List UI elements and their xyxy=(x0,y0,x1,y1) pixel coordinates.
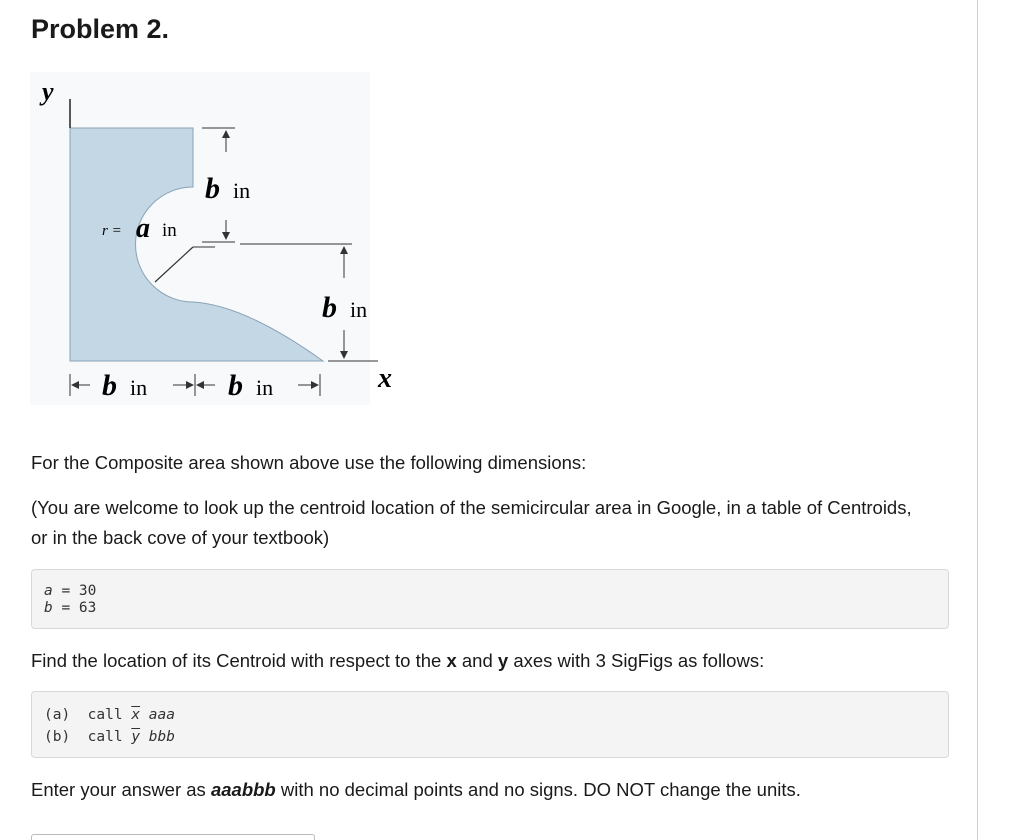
enter-instructions xyxy=(31,775,931,805)
enter-format: aaabbb xyxy=(210,779,276,800)
radius-var: a xyxy=(136,213,150,244)
dim-b-unit-2: in xyxy=(350,297,368,322)
call-a-var: $\overline{x}$ xyxy=(131,707,141,723)
x-axis-label: x xyxy=(378,363,392,394)
answer-input[interactable] xyxy=(31,834,315,840)
dim-b-var-3: b xyxy=(102,369,117,402)
dimension-b xyxy=(44,599,96,617)
find-y-axis: y xyxy=(497,650,509,671)
call-a-label: (a) call xyxy=(44,707,132,723)
dim-b-unit-4: in xyxy=(256,375,274,400)
call-b-label: (b) call xyxy=(44,729,132,745)
call-a-name: aaa xyxy=(148,707,175,723)
dimension-b-value: = 63 xyxy=(52,600,97,616)
radius-unit: in xyxy=(162,220,177,241)
note-text: (You are welcome to look up the centroid location of the semicircular area in Google, in a table of Centroids, or in the back cove of your textbook) xyxy=(31,497,912,548)
dim-b-var-1: b xyxy=(205,172,220,205)
intro-text: For the Composite area shown above use the following dimensions: xyxy=(31,452,587,473)
dim-b-var-4: b xyxy=(228,369,243,402)
y-axis-label: y xyxy=(42,77,54,106)
radius-prefix: r = xyxy=(102,223,122,239)
call-b xyxy=(44,728,175,746)
find-x-axis: x xyxy=(446,650,457,671)
call-b-var: $\overline{y}$ xyxy=(131,729,141,745)
composite-area-figure xyxy=(30,72,430,407)
find-text-body: Find the location of its Centroid with respect to the x and y axes with 3 SigFigs as follows: xyxy=(31,650,765,671)
dimension-a-name: a xyxy=(44,583,53,599)
dimension-a-value: = 30 xyxy=(52,583,97,599)
dim-b-unit-3: in xyxy=(130,375,148,400)
dim-b-unit-1: in xyxy=(233,178,251,203)
dimensions-box xyxy=(31,569,949,629)
calls-box xyxy=(31,691,949,758)
dim-b-var-2: b xyxy=(322,291,337,324)
dimension-b-name: b xyxy=(44,600,53,616)
enter-post: with no decimal points and no signs. DO NOT change the units. xyxy=(275,779,801,800)
call-b-name: bbb xyxy=(148,729,175,745)
problem-title: Problem 2. xyxy=(31,14,170,44)
composite-area-diagram xyxy=(30,72,430,407)
dimension-a xyxy=(44,582,96,600)
find-text xyxy=(31,646,931,676)
enter-pre: Enter your answer as xyxy=(31,779,211,800)
call-a xyxy=(44,706,175,724)
